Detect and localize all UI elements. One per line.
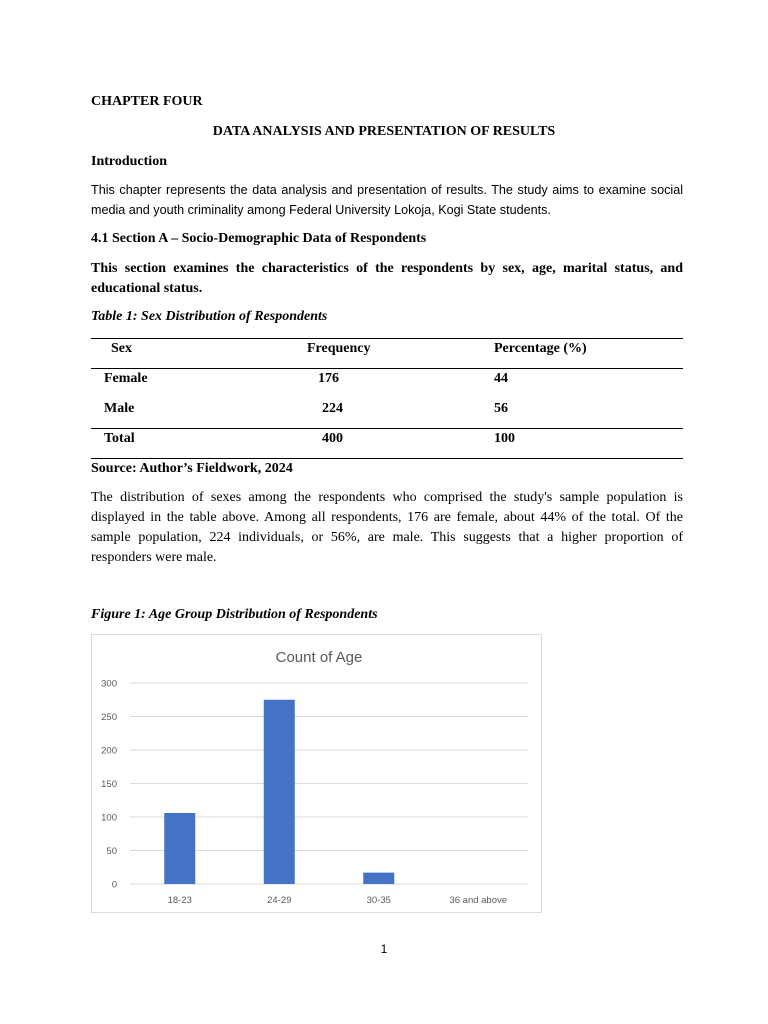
y-tick-label-50: 50 xyxy=(106,846,117,857)
table-top-rule xyxy=(91,338,683,339)
y-tick-label-300: 300 xyxy=(101,678,117,690)
y-tick-label-250: 250 xyxy=(101,712,117,723)
table-header-frequency: Frequency xyxy=(307,341,371,356)
x-tick-label-18-23: 18-23 xyxy=(167,895,192,906)
y-tick-label-200: 200 xyxy=(101,745,117,757)
table-total-rule xyxy=(91,428,683,429)
table-header-sex: Sex xyxy=(111,341,132,356)
intro-paragraph: This chapter represents the data analysis and presentation of results. The study aims to examine social media and youth criminality among Federal University Lokoja, Kogi State students. xyxy=(91,183,683,217)
table-row-female-label: Female xyxy=(104,371,148,386)
table-row-male-percentage: 56 xyxy=(494,401,508,416)
x-tick-label-30-35: 30-35 xyxy=(366,895,391,906)
x-tick-label-24-29: 24-29 xyxy=(267,895,292,906)
table-header-rule xyxy=(91,368,683,369)
table-source: Source: Author’s Fieldwork, 2024 xyxy=(91,461,293,476)
x-tick-label-36-and-above: 36 and above xyxy=(449,895,508,906)
section-paragraph: This section examines the characteristics of the respondents by sex, age, marital status, and educational status. xyxy=(91,261,683,296)
table-caption: Table 1: Sex Distribution of Respondents xyxy=(91,309,328,324)
table-row-total-label: Total xyxy=(104,431,135,446)
bar-18-23 xyxy=(164,813,195,884)
table-row-total-frequency: 400 xyxy=(322,431,343,446)
page-number: 1 xyxy=(380,942,388,956)
y-tick-label-0: 0 xyxy=(111,879,117,891)
chart-canvas xyxy=(92,635,543,914)
table-row-male-frequency: 224 xyxy=(322,401,343,416)
intro-heading: Introduction xyxy=(91,154,167,169)
table-row-female-percentage: 44 xyxy=(494,371,508,386)
age-distribution-chart xyxy=(91,634,542,913)
figure-caption: Figure 1: Age Group Distribution of Respondents xyxy=(91,607,378,622)
section-heading: 4.1 Section A – Socio-Demographic Data of Respondents xyxy=(91,231,427,246)
chart-title: Count of Age xyxy=(275,649,363,666)
y-tick-label-150: 150 xyxy=(101,779,117,790)
table-discussion-paragraph: The distribution of sexes among the respondents who comprised the study's sample population is displayed in the table above. Among all respondents, 176 are female, about 44% of the total. Of the sample population, 224 individuals, or 56%, are male. This suggests that a higher proportion of responders were male. xyxy=(91,490,683,565)
table-row-total-percentage: 100 xyxy=(494,431,515,446)
page-title: DATA ANALYSIS AND PRESENTATION OF RESULTS xyxy=(212,124,556,139)
table-row-female-frequency: 176 xyxy=(318,371,339,386)
chapter-heading: CHAPTER FOUR xyxy=(91,94,203,109)
y-tick-label-100: 100 xyxy=(101,812,117,824)
bar-24-29 xyxy=(264,700,295,884)
table-header-percentage: Percentage (%) xyxy=(494,341,587,356)
bar-30-35 xyxy=(363,873,394,884)
table-row-male-label: Male xyxy=(104,401,135,416)
